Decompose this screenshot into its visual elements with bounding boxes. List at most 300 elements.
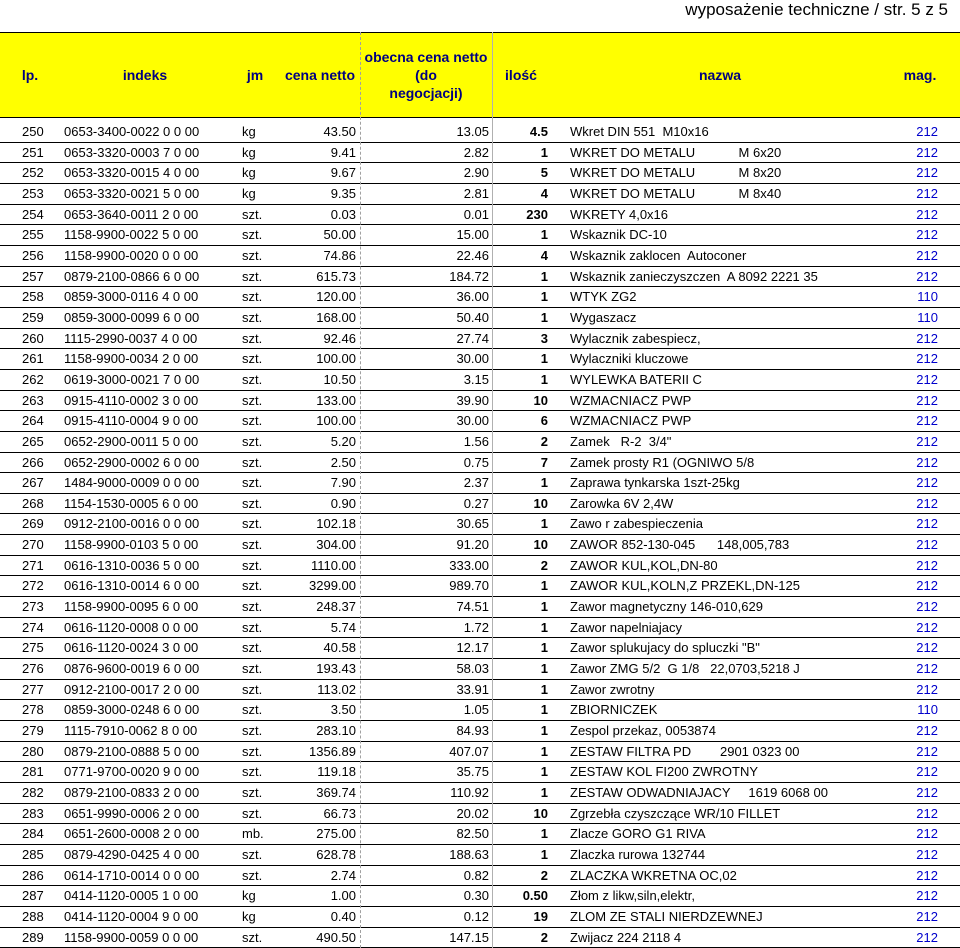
cell-obecna-cena: 2.82: [463, 144, 489, 160]
cell-nazwa: ZBIORNICZEK: [570, 702, 658, 718]
cell-indeks: 1154-1530-0005 6 0 00: [64, 495, 199, 511]
table-row: [0, 494, 960, 515]
cell-obecna-cena: 27.74: [456, 330, 489, 346]
cell-nazwa: Wygaszacz: [570, 309, 637, 325]
cell-obecna-cena: 36.00: [456, 289, 489, 305]
cell-ilosc: 1: [540, 371, 548, 387]
cell-ilosc: 1: [540, 846, 548, 862]
cell-indeks: 0879-2100-0866 6 0 00: [64, 268, 200, 284]
cell-cena-netto: 100.00: [316, 413, 356, 429]
cell-obecna-cena: 84.93: [456, 723, 489, 739]
cell-nazwa: ZESTAW FILTRA PD 2901 0323 00: [570, 743, 800, 759]
table-row: [0, 556, 960, 577]
header-obecna-line2: (do: [415, 67, 437, 83]
cell-nazwa: Zaprawa tynkarska 1szt-25kg: [570, 475, 740, 491]
cell-nazwa: ZAWOR KUL,KOLN,Z PRZEKL,DN-125: [570, 578, 800, 594]
cell-ilosc: 4: [540, 247, 548, 263]
cell-cena-netto: 615.73: [316, 268, 356, 284]
cell-ilosc: 1: [540, 289, 548, 305]
cell-cena-netto: 113.02: [317, 681, 356, 697]
table-row: [0, 907, 960, 928]
cell-obecna-cena: 58.03: [456, 661, 489, 677]
cell-jm: szt.: [242, 557, 263, 573]
cell-cena-netto: 3.50: [330, 702, 356, 718]
cell-cena-netto: 74.86: [323, 247, 356, 263]
cell-lp: 279: [22, 723, 44, 739]
cell-mag: 212: [916, 929, 938, 945]
cell-indeks: 1484-9000-0009 0 0 00: [64, 475, 200, 491]
cell-obecna-cena: 0.82: [463, 867, 489, 883]
cell-cena-netto: 43.50: [323, 124, 356, 139]
cell-lp: 261: [22, 351, 44, 367]
cell-lp: 273: [22, 599, 44, 615]
table-row: [0, 267, 960, 288]
cell-ilosc: 1: [540, 826, 548, 842]
cell-lp: 256: [22, 247, 44, 263]
cell-jm: kg: [242, 124, 256, 139]
cell-mag: 212: [916, 826, 938, 842]
cell-mag: 212: [916, 454, 938, 470]
cell-jm: szt.: [242, 537, 263, 553]
cell-cena-netto: 102.18: [316, 516, 356, 532]
cell-mag: 212: [916, 578, 938, 594]
cell-indeks: 0653-3640-0011 2 0 00: [64, 206, 199, 222]
cell-nazwa: WKRET DO METALU M 6x20: [570, 144, 782, 160]
cell-lp: 252: [22, 165, 44, 181]
cell-ilosc: 1: [540, 227, 548, 243]
cell-obecna-cena: 74.51: [456, 599, 489, 615]
cell-jm: szt.: [242, 227, 263, 243]
cell-mag: 212: [916, 165, 938, 181]
cell-lp: 286: [22, 867, 44, 883]
cell-obecna-cena: 0.75: [463, 454, 489, 470]
cell-jm: szt.: [242, 475, 263, 491]
cell-nazwa: WTYK ZG2: [570, 289, 637, 305]
cell-cena-netto: 248.37: [316, 599, 356, 615]
cell-ilosc: 1: [540, 702, 548, 718]
cell-obecna-cena: 184.72: [449, 268, 489, 284]
cell-ilosc: 10: [533, 495, 548, 511]
cell-cena-netto: 490.50: [316, 929, 356, 945]
table-row: [0, 928, 960, 948]
cell-lp: 267: [22, 475, 44, 491]
cell-obecna-cena: 1.72: [463, 619, 489, 635]
cell-indeks: 0616-1120-0024 3 0 00: [64, 640, 199, 656]
cell-obecna-cena: 13.05: [456, 124, 489, 139]
cell-cena-netto: 0.90: [330, 495, 356, 511]
cell-mag: 212: [916, 206, 938, 222]
cell-obecna-cena: 33.91: [456, 681, 489, 697]
cell-mag: 212: [916, 640, 938, 656]
cell-mag: 110: [917, 289, 938, 305]
cell-mag: 212: [916, 743, 938, 759]
table-row: [0, 866, 960, 887]
cell-indeks: 1158-9900-0059 0 0 00: [64, 929, 199, 945]
cell-ilosc: 4.5: [529, 124, 548, 139]
table-row: [0, 122, 960, 143]
equipment-table: [0, 32, 960, 948]
cell-mag: 212: [916, 185, 938, 201]
header-cena-netto: cena netto: [284, 67, 355, 83]
cell-mag: 110: [917, 309, 938, 325]
cell-nazwa: Zawor magnetyczny 146-010,629: [570, 599, 763, 615]
cell-jm: szt.: [242, 723, 263, 739]
table-row: [0, 824, 960, 845]
cell-lp: 254: [22, 206, 44, 222]
table-row: [0, 659, 960, 680]
table-row: [0, 473, 960, 494]
cell-cena-netto: 193.43: [316, 661, 356, 677]
cell-indeks: 0912-2100-0016 0 0 00: [64, 516, 200, 532]
table-row: [0, 638, 960, 659]
cell-lp: 253: [22, 185, 44, 201]
cell-nazwa: Zawor napelniajacy: [570, 619, 683, 635]
cell-mag: 212: [916, 661, 938, 677]
cell-jm: szt.: [242, 433, 263, 449]
cell-lp: 270: [22, 537, 44, 553]
cell-nazwa: Złom z likw,siln,elektr,: [570, 888, 695, 904]
cell-cena-netto: 369.74: [316, 785, 356, 800]
table-row: [0, 742, 960, 763]
cell-ilosc: 1: [540, 764, 548, 780]
table-row: [0, 886, 960, 907]
cell-lp: 274: [22, 619, 44, 635]
cell-obecna-cena: 39.90: [456, 392, 489, 408]
cell-mag: 212: [916, 805, 938, 821]
cell-jm: szt.: [242, 702, 263, 718]
cell-jm: szt.: [242, 454, 263, 470]
table-row: [0, 783, 960, 804]
cell-cena-netto: 0.40: [330, 908, 356, 924]
cell-nazwa: Wskaznik DC-10: [570, 227, 667, 243]
cell-mag: 212: [916, 144, 938, 160]
cell-obecna-cena: 188.63: [449, 846, 489, 862]
cell-lp: 288: [22, 908, 44, 924]
table-row: [0, 391, 960, 412]
cell-cena-netto: 40.58: [323, 640, 356, 656]
cell-nazwa: Zawor splukujacy do spluczki "B": [570, 640, 760, 656]
cell-obecna-cena: 35.75: [456, 764, 489, 780]
cell-ilosc: 19: [533, 908, 548, 924]
cell-cena-netto: 1.00: [330, 888, 356, 904]
cell-jm: szt.: [242, 681, 263, 697]
cell-lp: 265: [22, 433, 44, 449]
cell-obecna-cena: 82.50: [456, 826, 489, 842]
cell-nazwa: ZLACZKA WKRETNA OC,02: [570, 867, 737, 883]
cell-jm: szt.: [242, 578, 263, 594]
cell-jm: szt.: [242, 743, 263, 759]
cell-nazwa: WZMACNIACZ PWP: [570, 392, 692, 408]
cell-cena-netto: 7.90: [330, 475, 356, 491]
table-row: [0, 370, 960, 391]
cell-indeks: 0653-3400-0022 0 0 00: [64, 124, 200, 139]
header-obecna-line3: negocjacji): [389, 85, 463, 101]
table-row: [0, 700, 960, 721]
cell-cena-netto: 275.00: [316, 826, 356, 842]
table-row: [0, 143, 960, 164]
cell-mag: 212: [916, 888, 938, 904]
cell-obecna-cena: 3.15: [463, 371, 489, 387]
table-row: [0, 721, 960, 742]
cell-ilosc: 1: [540, 723, 548, 739]
cell-nazwa: ZAWOR KUL,KOL,DN-80: [570, 557, 718, 573]
cell-cena-netto: 9.41: [330, 144, 356, 160]
cell-indeks: 0616-1310-0036 5 0 00: [64, 557, 200, 573]
cell-indeks: 1115-2990-0037 4 0 00: [64, 330, 198, 346]
cell-lp: 255: [22, 227, 44, 243]
cell-nazwa: ZLOM ZE STALI NIERDZEWNEJ: [570, 908, 763, 924]
cell-mag: 212: [916, 557, 938, 573]
cell-cena-netto: 9.35: [330, 185, 356, 201]
table-row: [0, 432, 960, 453]
cell-lp: 257: [22, 268, 44, 284]
cell-obecna-cena: 1.56: [463, 433, 489, 449]
cell-jm: szt.: [242, 392, 263, 408]
header-ilosc: ilość: [505, 67, 537, 83]
cell-ilosc: 2: [540, 929, 548, 945]
cell-nazwa: Zespol przekaz, 0053874: [570, 723, 716, 739]
cell-ilosc: 2: [540, 557, 548, 573]
cell-obecna-cena: 2.90: [463, 165, 489, 181]
cell-indeks: 0651-9990-0006 2 0 00: [64, 805, 200, 821]
table-row: [0, 163, 960, 184]
cell-jm: szt.: [242, 495, 263, 511]
cell-obecna-cena: 12.17: [456, 640, 489, 656]
cell-ilosc: 1: [540, 578, 548, 594]
cell-lp: 266: [22, 454, 44, 470]
table-row: [0, 308, 960, 329]
cell-indeks: 0651-2600-0008 2 0 00: [64, 826, 200, 842]
cell-mag: 212: [916, 785, 938, 800]
cell-nazwa: ZESTAW ODWADNIAJACY 1619 6068 00: [570, 785, 828, 800]
cell-nazwa: Zawo r zabespieczenia: [570, 516, 703, 532]
cell-cena-netto: 1356.89: [309, 743, 356, 759]
cell-cena-netto: 628.78: [316, 846, 356, 862]
page-header: wyposażenie techniczne / str. 5 z 5: [685, 0, 948, 19]
cell-indeks: 1158-9900-0103 5 0 00: [64, 537, 199, 553]
cell-jm: szt.: [242, 247, 263, 263]
cell-obecna-cena: 407.07: [449, 743, 489, 759]
cell-lp: 276: [22, 661, 44, 677]
cell-obecna-cena: 2.37: [463, 475, 489, 491]
cell-obecna-cena: 30.65: [456, 516, 489, 532]
cell-jm: szt.: [242, 516, 263, 532]
table-row: [0, 246, 960, 267]
cell-mag: 212: [916, 619, 938, 635]
table-row: [0, 329, 960, 350]
cell-ilosc: 10: [533, 392, 548, 408]
cell-obecna-cena: 0.27: [463, 495, 489, 511]
header-lp: lp.: [21, 67, 39, 83]
cell-mag: 212: [916, 764, 938, 780]
cell-indeks: 0619-3000-0021 7 0 00: [64, 371, 200, 387]
cell-lp: 269: [22, 516, 44, 532]
cell-cena-netto: 304.00: [316, 537, 356, 553]
cell-cena-netto: 50.00: [323, 227, 356, 243]
cell-lp: 259: [22, 309, 44, 325]
cell-jm: szt.: [242, 351, 263, 367]
cell-mag: 212: [916, 723, 938, 739]
cell-indeks: 0653-3320-0021 5 0 00: [64, 185, 200, 201]
cell-nazwa: WKRET DO METALU M 8x20: [570, 165, 782, 181]
cell-lp: 268: [22, 495, 44, 511]
cell-obecna-cena: 0.01: [463, 206, 489, 222]
cell-mag: 110: [917, 702, 938, 718]
cell-mag: 212: [916, 227, 938, 243]
cell-indeks: 0859-3000-0248 6 0 00: [64, 702, 200, 718]
table-row: [0, 845, 960, 866]
header-obecna-line1: obecna cena netto: [364, 49, 488, 65]
cell-nazwa: ZAWOR 852-130-045 148,005,783: [570, 537, 790, 553]
cell-obecna-cena: 15.00: [456, 227, 489, 243]
cell-ilosc: 6: [540, 413, 548, 429]
header-nazwa: nazwa: [698, 67, 741, 83]
cell-obecna-cena: 110.92: [450, 785, 489, 800]
cell-indeks: 0912-2100-0017 2 0 00: [64, 681, 200, 697]
cell-indeks: 0616-1120-0008 0 0 00: [64, 619, 199, 635]
cell-cena-netto: 92.46: [323, 330, 356, 346]
header-obecna-cena: [360, 33, 492, 117]
cell-ilosc: 1: [540, 743, 548, 759]
cell-lp: 287: [22, 888, 44, 904]
cell-lp: 283: [22, 805, 44, 821]
cell-cena-netto: 5.74: [330, 619, 356, 635]
cell-cena-netto: 10.50: [323, 371, 356, 387]
cell-lp: 250: [22, 124, 44, 139]
cell-indeks: 1115-7910-0062 8 0 00: [64, 723, 198, 739]
cell-jm: szt.: [242, 661, 263, 677]
cell-nazwa: Zawor ZMG 5/2 G 1/8 22,0703,5218 J: [570, 661, 800, 677]
cell-ilosc: 4: [540, 185, 548, 201]
cell-cena-netto: 283.10: [316, 723, 356, 739]
table-body: [0, 122, 960, 948]
column-divider: [360, 32, 361, 948]
cell-jm: szt.: [242, 805, 263, 821]
cell-jm: szt.: [242, 599, 263, 615]
cell-obecna-cena: 1.05: [463, 702, 489, 718]
cell-indeks: 1158-9900-0095 6 0 00: [64, 599, 199, 615]
cell-lp: 263: [22, 392, 44, 408]
cell-ilosc: 5: [540, 165, 548, 181]
cell-ilosc: 1: [540, 516, 548, 532]
cell-mag: 212: [916, 908, 938, 924]
table-row: [0, 804, 960, 825]
cell-jm: szt.: [242, 764, 263, 780]
cell-nazwa: Zamek R-2 3/4": [570, 433, 672, 449]
cell-nazwa: WKRET DO METALU M 8x40: [570, 185, 782, 201]
cell-obecna-cena: 333.00: [449, 557, 489, 573]
cell-lp: 289: [22, 929, 44, 945]
table-row: [0, 514, 960, 535]
cell-nazwa: Zlacze GORO G1 RIVA: [570, 826, 706, 842]
cell-indeks: 0616-1310-0014 6 0 00: [64, 578, 200, 594]
cell-ilosc: 1: [540, 351, 548, 367]
cell-nazwa: WZMACNIACZ PWP: [570, 413, 692, 429]
cell-jm: szt.: [242, 371, 263, 387]
cell-lp: 272: [22, 578, 44, 594]
cell-nazwa: WKRETY 4,0x16: [570, 206, 669, 222]
cell-cena-netto: 133.00: [316, 392, 356, 408]
column-divider: [492, 32, 493, 948]
cell-nazwa: Zarowka 6V 2,4W: [570, 495, 674, 511]
cell-indeks: 0614-1710-0014 0 0 00: [64, 867, 200, 883]
cell-mag: 212: [916, 268, 938, 284]
cell-ilosc: 7: [540, 454, 548, 470]
cell-indeks: 0915-4110-0002 3 0 00: [64, 392, 199, 408]
cell-ilosc: 3: [540, 330, 548, 346]
cell-obecna-cena: 2.81: [463, 185, 489, 201]
table-row: [0, 287, 960, 308]
cell-nazwa: ZESTAW KOL FI200 ZWROTNY: [570, 764, 759, 780]
cell-cena-netto: 120.00: [316, 289, 356, 305]
cell-mag: 212: [916, 599, 938, 615]
cell-ilosc: 2: [540, 433, 548, 449]
cell-ilosc: 1: [540, 144, 548, 160]
table-row: [0, 225, 960, 246]
cell-ilosc: 1: [540, 785, 548, 800]
table-row: [0, 349, 960, 370]
table-row: [0, 205, 960, 226]
table-header: [0, 32, 960, 118]
cell-nazwa: Zamek prosty R1 (OGNIWO 5/8: [570, 454, 755, 470]
cell-cena-netto: 3299.00: [309, 578, 356, 594]
cell-lp: 277: [22, 681, 44, 697]
table-row: [0, 453, 960, 474]
header-indeks: indeks: [122, 67, 168, 83]
cell-jm: szt.: [242, 929, 263, 945]
cell-ilosc: 1: [540, 640, 548, 656]
cell-obecna-cena: 91.20: [456, 537, 489, 553]
header-jm: jm: [246, 67, 264, 83]
cell-jm: szt.: [242, 309, 263, 325]
cell-jm: szt.: [242, 268, 263, 284]
cell-jm: kg: [242, 908, 256, 924]
cell-mag: 212: [916, 846, 938, 862]
cell-cena-netto: 5.20: [330, 433, 356, 449]
table-row: [0, 184, 960, 205]
cell-indeks: 0652-2900-0011 5 0 00: [64, 433, 199, 449]
cell-nazwa: Wskaznik zanieczyszczen A 8092 2221 35: [570, 268, 818, 284]
cell-nazwa: Wkret DIN 551 M10x16: [570, 124, 709, 139]
cell-mag: 212: [916, 537, 938, 553]
cell-ilosc: 1: [540, 475, 548, 491]
cell-indeks: 0653-3320-0003 7 0 00: [64, 144, 200, 160]
cell-cena-netto: 168.00: [316, 309, 356, 325]
cell-mag: 212: [916, 371, 938, 387]
cell-jm: szt.: [242, 867, 263, 883]
cell-cena-netto: 2.50: [330, 454, 356, 470]
cell-indeks: 0653-3320-0015 4 0 00: [64, 165, 200, 181]
cell-jm: kg: [242, 165, 256, 181]
table-row: [0, 576, 960, 597]
cell-obecna-cena: 0.30: [463, 888, 489, 904]
cell-nazwa: Zlaczka rurowa 132744: [570, 846, 706, 862]
cell-nazwa: WYLEWKA BATERII C: [570, 371, 702, 387]
cell-indeks: 0915-4110-0004 9 0 00: [64, 413, 199, 429]
cell-lp: 285: [22, 846, 44, 862]
cell-indeks: 1158-9900-0022 5 0 00: [64, 227, 199, 243]
cell-mag: 212: [916, 516, 938, 532]
table-row: [0, 535, 960, 556]
cell-ilosc: 1: [540, 661, 548, 677]
cell-lp: 280: [22, 743, 44, 759]
cell-obecna-cena: 20.02: [456, 805, 489, 821]
cell-obecna-cena: 147.15: [449, 929, 489, 945]
cell-lp: 271: [22, 557, 44, 573]
cell-lp: 264: [22, 413, 44, 429]
table-row: [0, 680, 960, 701]
cell-mag: 212: [916, 392, 938, 408]
